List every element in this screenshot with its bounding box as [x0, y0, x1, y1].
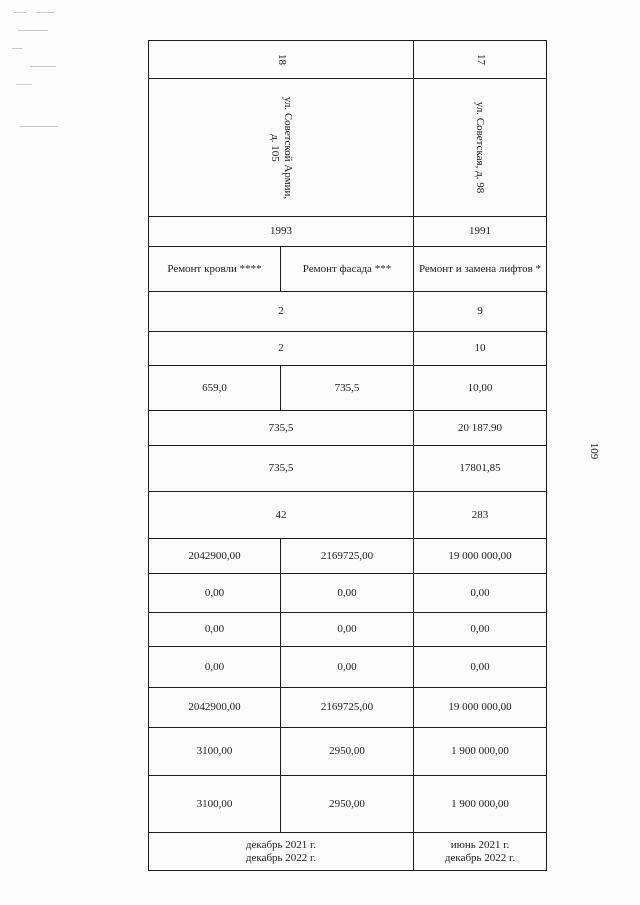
table-row	[149, 292, 547, 332]
date-left-line1: декабрь 2021 г.	[245, 838, 317, 851]
cell-dates-left	[149, 833, 414, 871]
table-row	[149, 446, 547, 492]
cell: 1 900 000,00	[414, 776, 547, 833]
cell: 10,00	[414, 366, 547, 411]
row-year	[149, 217, 547, 247]
cell: 2042900,00	[149, 688, 281, 728]
cell: 2	[149, 332, 414, 366]
cell: 735,5	[149, 446, 414, 492]
table-row	[149, 728, 547, 776]
cell: 2169725,00	[281, 539, 414, 574]
cell: 735,5	[149, 411, 414, 446]
cell: 0,00	[414, 647, 547, 688]
table-row	[149, 776, 547, 833]
cell-address-right: ул. Советская, д. 98	[414, 79, 547, 217]
table-row	[149, 647, 547, 688]
scan-artifact	[10, 8, 62, 138]
cell: 1 900 000,00	[414, 728, 547, 776]
cell: 2042900,00	[149, 539, 281, 574]
cell-work-lifts: Ремонт и замена лифтов *	[414, 247, 547, 292]
cell: 9	[414, 292, 547, 332]
table-row	[149, 539, 547, 574]
row-address	[149, 79, 547, 217]
table-row	[149, 411, 547, 446]
date-right-line1: июнь 2021 г.	[450, 838, 510, 851]
page-number: 109	[588, 442, 600, 460]
cell-year-right: 1991	[414, 217, 547, 247]
table-row	[149, 492, 547, 539]
row-work-type	[149, 247, 547, 292]
cell-address-left	[149, 79, 414, 217]
cell: 283	[414, 492, 547, 539]
cell-year-left: 1993	[149, 217, 414, 247]
cell: 3100,00	[149, 728, 281, 776]
cell: 19 000 000,00	[414, 688, 547, 728]
cell: 0,00	[149, 574, 281, 613]
cell: 735,5	[281, 366, 414, 411]
table-row	[149, 366, 547, 411]
cell-work-roof: Ремонт кровли ****	[149, 247, 281, 292]
cell: 3100,00	[149, 776, 281, 833]
table-row	[149, 574, 547, 613]
table-row	[149, 332, 547, 366]
cell-number-left: 18	[149, 41, 414, 79]
cell: 19 000 000,00	[414, 539, 547, 574]
row-column-number	[149, 41, 547, 79]
row-dates	[149, 833, 547, 871]
cell-dates-right	[414, 833, 547, 871]
cell: 2	[149, 292, 414, 332]
date-left-line2: декабрь 2022 г.	[245, 851, 317, 864]
cell: 0,00	[149, 613, 281, 647]
cell: 17801,85	[414, 446, 547, 492]
cell: 2950,00	[281, 776, 414, 833]
cell: 0,00	[281, 647, 414, 688]
cell: 659,0	[149, 366, 281, 411]
table-row	[149, 613, 547, 647]
cell-number-right: 17	[414, 41, 547, 79]
cell-work-facade: Ремонт фасада ***	[281, 247, 414, 292]
table-row	[149, 688, 547, 728]
cell: 0,00	[281, 613, 414, 647]
data-table	[148, 40, 547, 871]
cell: 20 187.90	[414, 411, 547, 446]
cell: 0,00	[414, 574, 547, 613]
cell: 0,00	[149, 647, 281, 688]
cell: 0,00	[281, 574, 414, 613]
cell: 0,00	[414, 613, 547, 647]
address-left-line2: д. 105	[269, 133, 281, 162]
cell: 42	[149, 492, 414, 539]
address-left-line1: ул. Советской Армии,	[282, 96, 294, 199]
cell: 2950,00	[281, 728, 414, 776]
cell: 10	[414, 332, 547, 366]
date-right-line2: декабрь 2022 г.	[444, 851, 516, 864]
cell: 2169725,00	[281, 688, 414, 728]
